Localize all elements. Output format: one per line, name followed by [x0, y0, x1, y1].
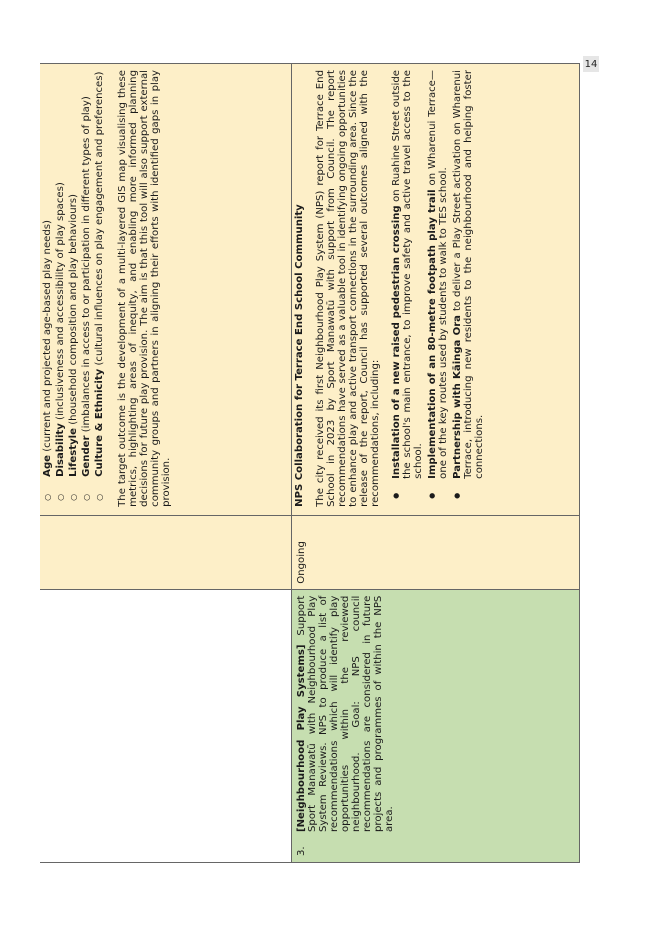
- cell-status: [292, 516, 579, 590]
- table-row-continued: [40, 63, 291, 863]
- list-item: ○ Disability (inclusiveness and accessibility of play spaces): [55, 70, 66, 477]
- section-heading: NPS Collaboration for Terrace End School Community: [293, 204, 305, 507]
- action-description: [Neighbourhood Play Systems] Support Sport Manawatū with Neighbourhood Play System Reviews. NPS to produce a list of recommendations which will identify play opportunities within the reviewed neighbourhood. Goal: NPS council recommendations are considered in future projects and programmes of within the NPS area.: [295, 595, 395, 832]
- action-title: [Neighbourhood Play Systems]: [295, 644, 307, 832]
- row-number: 3.: [295, 846, 307, 856]
- page-number: 14: [583, 56, 599, 72]
- list-item: ○ Lifestyle (household composition and play behaviours): [68, 70, 79, 477]
- gis-paragraph: The target outcome is the development of a multi-layered GIS map visualising these metrics, highlighting areas of inequity, and enabling more informed planning decisions for future play provision. The aim is that this tool will also support external community groups and partners in aligning their efforts with identified gaps in play provision.: [117, 70, 172, 507]
- list-item: ● Partnership with Kāinga Ora to deliver a Play Street activation on Wharenui Terrace, introducing new residents to the neighbourhood and helping foster connections.: [452, 70, 485, 479]
- cell-progress-continued: [40, 64, 291, 516]
- cell-progress: [292, 64, 579, 516]
- list-item: ○ Gender (imbalances in access to or participation in different types of play): [81, 70, 92, 477]
- metric-list: [42, 70, 105, 507]
- list-item: ● Installation of a new raised pedestrian crossing on Ruahine Street outside the school's main entrance, to improve safety and active travel access to the school.: [391, 70, 424, 479]
- table-row-3: [291, 63, 580, 863]
- nps-paragraph: The city received its first Neighbourhood Play System (NPS) report for Terrace End School in 2023 by Sport Manawatū with support from Council. The report recommendations have served as a valuable tool in identifying ongoing opportunities to enhance play and active transport connections in the surrounding area. Since the release of the report, Council has supported several outcomes aligned with the recommendations, including:: [314, 70, 381, 507]
- list-item: ○ Age (current and projected age-based play needs): [42, 70, 53, 477]
- cell-action-empty: [40, 590, 291, 862]
- status-text: Ongoing: [295, 541, 307, 584]
- cell-status-empty: [40, 516, 291, 590]
- list-item: ○ Culture & Ethnicity (cultural influences on play engagement and preferences): [94, 70, 105, 477]
- outcome-list: [391, 70, 485, 507]
- list-item: ● Implementation of an 80-metre footpath play trail on Wharenui Terrace—one of the key routes used by students to walk to TES school.: [427, 70, 449, 479]
- cell-action: [292, 590, 579, 862]
- action-plan-table: [40, 63, 580, 863]
